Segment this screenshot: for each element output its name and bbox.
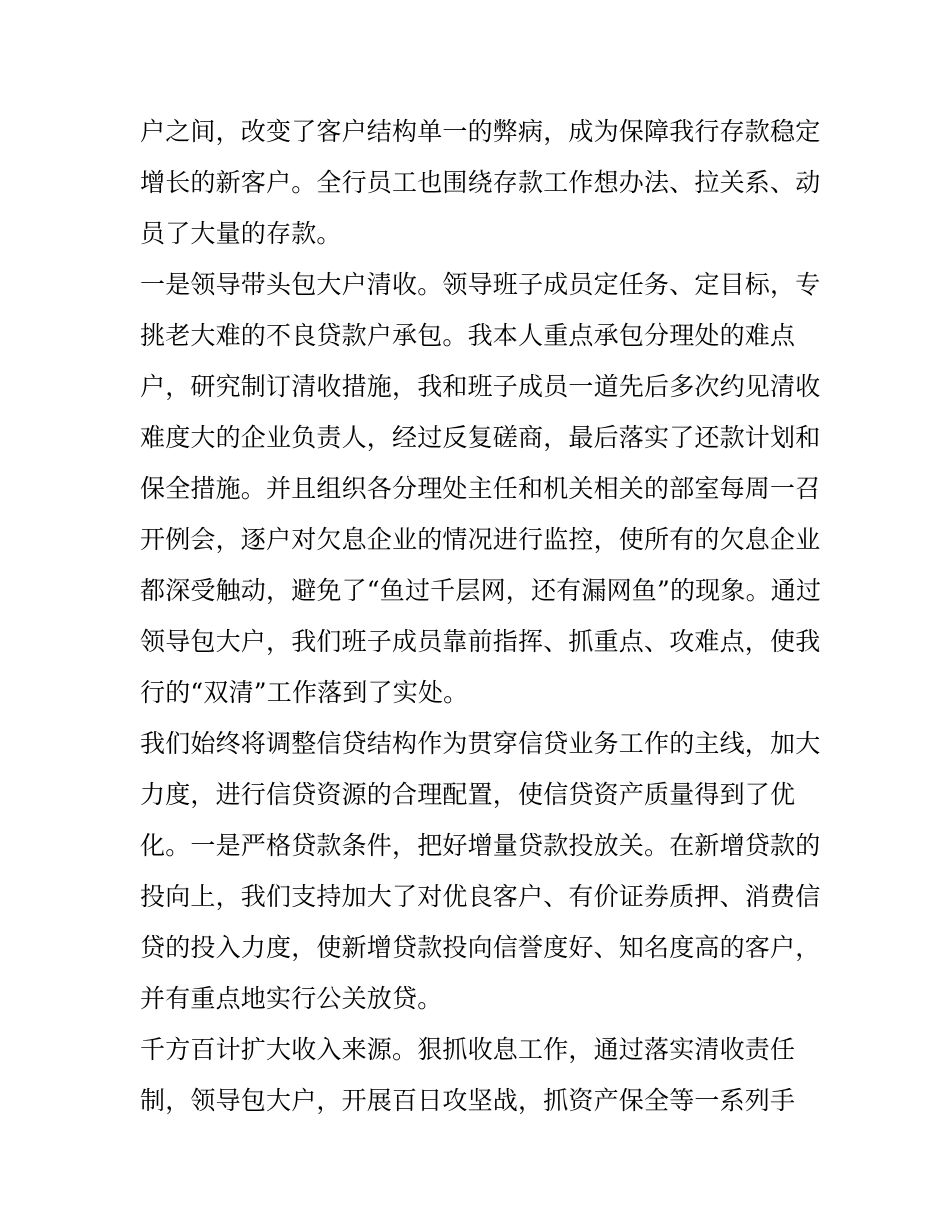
text-line: 员了大量的存款。 — [140, 219, 342, 248]
text-line: 难度大的企业负责人，经过反复磋商，最后落实了还款计划和 — [140, 423, 821, 452]
text-line: 力度，进行信贷资源的合理配置，使信贷资产质量得到了优 — [140, 780, 796, 809]
text-line: 增长的新客户。全行员工也围绕存款工作想办法、拉关系、动 — [140, 168, 821, 197]
text-line: 并有重点地实行公关放贷。 — [140, 984, 443, 1013]
text-line: 千方百计扩大收入来源。狠抓收息工作，通过落实清收责任 — [140, 1035, 796, 1064]
text-line: 开例会，逐户对欠息企业的情况进行监控，使所有的欠息企业 — [140, 525, 821, 554]
text-line: 保全措施。并且组织各分理处主任和机关相关的部室每周一召 — [140, 474, 821, 503]
text-line: 贷的投入力度，使新增贷款投向信誉度好、知名度高的客户， — [140, 933, 821, 962]
text-line: 我们始终将调整信贷结构作为贯穿信贷业务工作的主线，加大 — [140, 729, 821, 758]
text-line: 户之间，改变了客户结构单一的弊病，成为保障我行存款稳定 — [140, 117, 821, 146]
text-line: 投向上，我们支持加大了对优良客户、有价证券质押、消费信 — [140, 882, 821, 911]
text-line: 挑老大难的不良贷款户承包。我本人重点承包分理处的难点 — [140, 321, 796, 350]
text-line: 化。一是严格贷款条件，把好增量贷款投放关。在新增贷款的 — [140, 831, 821, 860]
text-line: 制，领导包大户，开展百日攻坚战，抓资产保全等一系列手 — [140, 1086, 796, 1115]
text-line: 户，研究制订清收措施，我和班子成员一道先后多次约见清收 — [140, 372, 821, 401]
text-line: 行的“双清”工作落到了实处。 — [140, 678, 469, 707]
text-line: 都深受触动，避免了“鱼过千层网，还有漏网鱼”的现象。通过 — [140, 576, 822, 605]
text-line: 领导包大户，我们班子成员靠前指挥、抓重点、攻难点，使我 — [140, 627, 821, 656]
text-line: 一是领导带头包大户清收。领导班子成员定任务、定目标，专 — [140, 270, 821, 299]
document-body — [140, 106, 822, 1126]
